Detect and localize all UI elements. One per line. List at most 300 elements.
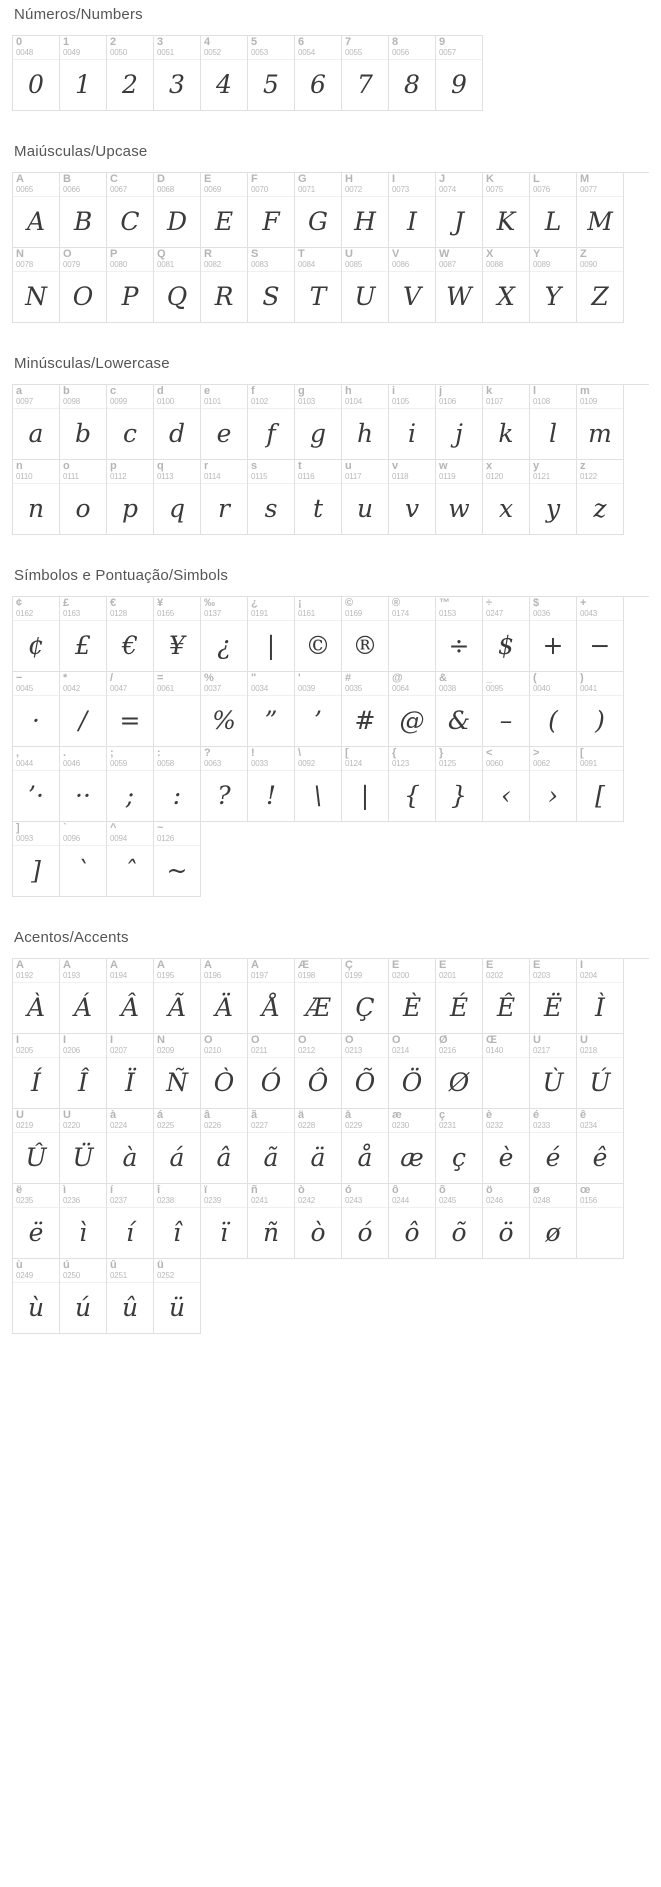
glyph-cell[interactable] — [107, 1109, 154, 1184]
glyph-character-label: € — [110, 598, 117, 609]
glyph-character-label: n — [16, 461, 23, 472]
glyph-character-label: ~ — [157, 823, 164, 834]
glyph-character-label: F — [251, 174, 258, 185]
glyph-cell[interactable] — [436, 1109, 483, 1184]
glyph-cell[interactable] — [107, 1184, 154, 1259]
glyph-preview: ö — [498, 1217, 514, 1247]
glyph-character-label: Ç — [345, 960, 353, 971]
glyph-cell[interactable] — [436, 173, 483, 248]
glyph-code-label: 0156 — [580, 1196, 597, 1205]
glyph-preview: N — [25, 281, 47, 311]
glyph-character-label: Ù — [533, 1035, 541, 1046]
glyph-cell[interactable] — [530, 173, 577, 248]
glyph-cell-header — [60, 1109, 106, 1133]
glyph-cell[interactable] — [577, 173, 624, 248]
glyph-cell[interactable] — [154, 36, 201, 111]
glyph-cell-header — [60, 822, 106, 846]
glyph-preview: q — [168, 493, 185, 523]
glyph-character-label: l — [533, 386, 537, 397]
glyph-preview: ’· — [28, 780, 44, 810]
glyph-cell-header — [107, 1034, 153, 1058]
glyph-cell-header — [436, 36, 482, 60]
glyph-cell[interactable] — [342, 959, 389, 1034]
glyph-code-label: 0122 — [580, 472, 597, 481]
glyph-code-label: 0090 — [580, 260, 597, 269]
glyph-cell[interactable] — [201, 959, 248, 1034]
glyph-cell-header — [154, 1109, 200, 1133]
glyph-code-label: 0072 — [345, 185, 362, 194]
glyph-cell-header — [201, 597, 247, 621]
glyph-cell-header — [436, 1034, 482, 1058]
glyph-cell-header — [389, 385, 435, 409]
glyph-cell[interactable] — [60, 747, 107, 822]
glyph-character-label: & — [439, 673, 447, 684]
glyph-preview: ú — [74, 1292, 92, 1322]
glyph-cell[interactable] — [483, 385, 530, 460]
glyph-preview: & — [447, 705, 471, 735]
glyph-cell[interactable] — [295, 747, 342, 822]
glyph-cell[interactable] — [154, 173, 201, 248]
glyph-cell[interactable] — [13, 248, 60, 323]
glyph-preview — [154, 696, 200, 746]
glyph-cell[interactable] — [201, 173, 248, 248]
glyph-cell[interactable] — [389, 597, 436, 672]
glyph-cell-header — [154, 385, 200, 409]
glyph-character-label: \ — [298, 748, 302, 759]
glyph-cell[interactable] — [60, 597, 107, 672]
glyph-code-label: 0099 — [110, 397, 127, 406]
glyph-cell[interactable] — [248, 1109, 295, 1184]
glyph-cell[interactable] — [436, 460, 483, 535]
glyph-cell[interactable] — [13, 597, 60, 672]
glyph-cell-header — [530, 597, 576, 621]
glyph-preview: Ï — [125, 1067, 135, 1097]
glyph-cell[interactable] — [295, 248, 342, 323]
glyph-cell[interactable] — [201, 1034, 248, 1109]
glyph-character-label: ¿ — [251, 598, 258, 609]
glyph-character-label: ï — [204, 1185, 208, 1196]
glyph-cell[interactable] — [295, 1109, 342, 1184]
glyph-cell-header — [248, 672, 294, 696]
glyph-cell-header — [295, 959, 341, 983]
glyph-cell-header — [483, 248, 529, 272]
glyph-cell[interactable] — [483, 1034, 530, 1109]
glyph-cell[interactable] — [107, 460, 154, 535]
glyph-character-label: A — [16, 174, 24, 185]
glyph-cell[interactable] — [389, 1034, 436, 1109]
glyph-cell[interactable] — [107, 822, 154, 897]
glyph-cell[interactable] — [248, 1184, 295, 1259]
glyph-code-label: 0108 — [533, 397, 550, 406]
glyph-cell-header — [13, 672, 59, 696]
glyph-character-label: + — [580, 598, 587, 609]
glyph-cell[interactable] — [577, 460, 624, 535]
glyph-cell[interactable] — [201, 1184, 248, 1259]
glyph-cell[interactable] — [342, 747, 389, 822]
glyph-cell[interactable] — [154, 597, 201, 672]
glyph-character-label: Â — [110, 960, 118, 971]
glyph-cell-header — [295, 747, 341, 771]
glyph-cell[interactable] — [389, 248, 436, 323]
glyph-cell[interactable] — [436, 1184, 483, 1259]
glyph-cell-header — [13, 36, 59, 60]
glyph-cell[interactable] — [107, 1034, 154, 1109]
glyph-cell[interactable] — [483, 597, 530, 672]
glyph-cell[interactable] — [154, 385, 201, 460]
glyph-character-label: a — [16, 386, 23, 397]
glyph-character-label: æ — [392, 1110, 402, 1121]
glyph-preview: – — [499, 705, 513, 735]
glyph-cell[interactable] — [530, 672, 577, 747]
glyph-cell[interactable] — [577, 1109, 624, 1184]
glyph-cell-header — [530, 460, 576, 484]
glyph-preview: î — [173, 1217, 181, 1247]
glyph-cell[interactable] — [201, 460, 248, 535]
glyph-preview: o — [75, 493, 91, 523]
glyph-cell-header — [295, 1109, 341, 1133]
glyph-cell-header — [342, 959, 388, 983]
glyph-cell[interactable] — [342, 460, 389, 535]
glyph-cell[interactable] — [154, 1109, 201, 1184]
glyph-cell[interactable] — [13, 1184, 60, 1259]
glyph-preview: + — [542, 630, 564, 660]
glyph-cell[interactable] — [342, 1034, 389, 1109]
glyph-cell[interactable] — [201, 672, 248, 747]
glyph-cell[interactable] — [107, 248, 154, 323]
glyph-preview: [ — [595, 780, 605, 810]
glyph-preview: ˋ — [76, 855, 90, 885]
glyph-preview: C — [120, 206, 140, 236]
glyph-character-label: Û — [16, 1110, 24, 1121]
glyph-cell[interactable] — [577, 1034, 624, 1109]
glyph-character-label: Ë — [533, 960, 541, 971]
glyph-cell[interactable] — [295, 1034, 342, 1109]
glyph-cell[interactable] — [577, 1184, 624, 1259]
glyph-cell-header — [60, 1259, 106, 1283]
glyph-cell-header — [107, 747, 153, 771]
glyph-cell[interactable] — [342, 173, 389, 248]
glyph-cell[interactable] — [295, 460, 342, 535]
glyph-cell[interactable] — [389, 959, 436, 1034]
glyph-character-label: W — [439, 249, 450, 260]
glyph-cell[interactable] — [154, 1259, 201, 1334]
glyph-preview: ; — [125, 780, 135, 810]
section-title: Símbolos e Pontuação/Simbols — [14, 567, 229, 584]
glyph-cell[interactable] — [248, 1034, 295, 1109]
glyph-code-label: 0199 — [345, 971, 362, 980]
glyph-character-label: V — [392, 249, 400, 260]
glyph-cell[interactable] — [107, 747, 154, 822]
glyph-preview — [577, 1208, 623, 1258]
glyph-cell[interactable] — [60, 1259, 107, 1334]
glyph-cell[interactable] — [13, 747, 60, 822]
glyph-section — [12, 137, 649, 323]
glyph-cell[interactable] — [248, 672, 295, 747]
glyph-cell[interactable] — [483, 747, 530, 822]
glyph-cell[interactable] — [60, 460, 107, 535]
glyph-cell[interactable] — [60, 385, 107, 460]
glyph-cell[interactable] — [577, 385, 624, 460]
glyph-cell[interactable] — [248, 385, 295, 460]
glyph-preview: ç — [451, 1142, 466, 1172]
glyph-character-label: T — [298, 249, 305, 260]
glyph-cell[interactable] — [530, 747, 577, 822]
glyph-character-label: % — [204, 673, 214, 684]
glyph-character-label: û — [110, 1260, 117, 1271]
glyph-preview — [389, 621, 435, 671]
glyph-cell[interactable] — [389, 385, 436, 460]
glyph-cell[interactable] — [530, 1184, 577, 1259]
glyph-character-label: I — [392, 174, 396, 185]
glyph-cell[interactable] — [248, 460, 295, 535]
glyph-cell[interactable] — [107, 1259, 154, 1334]
glyph-cell[interactable] — [13, 672, 60, 747]
glyph-character-label: È — [392, 960, 400, 971]
glyph-preview: g — [309, 418, 326, 448]
glyph-code-label: 0225 — [157, 1121, 174, 1130]
glyph-cell[interactable] — [248, 36, 295, 111]
glyph-cell-header — [201, 385, 247, 409]
glyph-cell[interactable] — [60, 36, 107, 111]
glyph-section — [12, 349, 649, 535]
glyph-preview: c — [122, 418, 137, 448]
glyph-character-label: Y — [533, 249, 541, 260]
glyph-cell[interactable] — [107, 36, 154, 111]
glyph-cell-header — [577, 1034, 623, 1058]
glyph-preview: − — [589, 630, 611, 660]
glyph-cell[interactable] — [342, 248, 389, 323]
glyph-preview: 8 — [404, 69, 420, 99]
glyph-cell[interactable] — [342, 1109, 389, 1184]
glyph-cell[interactable] — [154, 1034, 201, 1109]
glyph-character-label: D — [157, 174, 165, 185]
glyph-character-label: " — [251, 673, 257, 684]
glyph-cell[interactable] — [530, 959, 577, 1034]
glyph-cell[interactable] — [13, 1034, 60, 1109]
glyph-cell[interactable] — [13, 822, 60, 897]
glyph-cell[interactable] — [577, 597, 624, 672]
glyph-code-label: 0163 — [63, 609, 80, 618]
glyph-cell[interactable] — [107, 959, 154, 1034]
glyph-preview: R — [214, 281, 234, 311]
glyph-cell[interactable] — [13, 36, 60, 111]
glyph-cell[interactable] — [60, 822, 107, 897]
glyph-cell[interactable] — [483, 959, 530, 1034]
section-title: Números/Numbers — [14, 6, 143, 23]
glyph-cell[interactable] — [201, 36, 248, 111]
glyph-code-label: 0174 — [392, 609, 409, 618]
glyph-cell[interactable] — [389, 460, 436, 535]
glyph-cell[interactable] — [436, 1034, 483, 1109]
glyph-code-label: 0220 — [63, 1121, 80, 1130]
glyph-cell[interactable] — [154, 672, 201, 747]
glyph-cell-header — [154, 248, 200, 272]
glyph-cell[interactable] — [154, 460, 201, 535]
glyph-cell[interactable] — [60, 248, 107, 323]
glyph-cell[interactable] — [342, 597, 389, 672]
glyph-cell[interactable] — [342, 385, 389, 460]
glyph-cell[interactable] — [530, 1034, 577, 1109]
glyph-code-label: 0204 — [580, 971, 597, 980]
glyph-cell[interactable] — [107, 173, 154, 248]
glyph-cell[interactable] — [13, 460, 60, 535]
glyph-character-label: < — [486, 748, 493, 759]
glyph-cell[interactable] — [389, 173, 436, 248]
glyph-cell[interactable] — [436, 36, 483, 111]
glyph-character-label: Î — [63, 1035, 67, 1046]
glyph-character-label: 8 — [392, 37, 399, 48]
glyph-cell-header — [154, 597, 200, 621]
glyph-cell[interactable] — [154, 959, 201, 1034]
glyph-preview: 3 — [169, 69, 185, 99]
glyph-cell[interactable] — [60, 173, 107, 248]
glyph-cell[interactable] — [389, 1109, 436, 1184]
glyph-code-label: 0239 — [204, 1196, 221, 1205]
glyph-cell[interactable] — [13, 173, 60, 248]
glyph-cell[interactable] — [342, 1184, 389, 1259]
glyph-cell-header — [13, 822, 59, 846]
glyph-character-label: C — [110, 174, 118, 185]
glyph-preview: u — [356, 493, 374, 523]
glyph-cell[interactable] — [342, 672, 389, 747]
glyph-code-label: 0234 — [580, 1121, 597, 1130]
glyph-cell-header — [13, 460, 59, 484]
glyph-cell[interactable] — [154, 1184, 201, 1259]
glyph-cell[interactable] — [483, 1184, 530, 1259]
glyph-cell[interactable] — [295, 173, 342, 248]
glyph-character-label: 3 — [157, 37, 164, 48]
glyph-cell[interactable] — [389, 747, 436, 822]
glyph-character-label: K — [486, 174, 494, 185]
glyph-character-label: ^ — [110, 823, 117, 834]
glyph-cell[interactable] — [436, 597, 483, 672]
glyph-cell[interactable] — [530, 597, 577, 672]
glyph-code-label: 0092 — [298, 759, 315, 768]
glyph-cell[interactable] — [577, 672, 624, 747]
glyph-preview: E — [214, 206, 234, 236]
glyph-cell[interactable] — [60, 1034, 107, 1109]
glyph-cell-header — [577, 747, 623, 771]
glyph-cell[interactable] — [201, 747, 248, 822]
glyph-cell[interactable] — [483, 1109, 530, 1184]
glyph-code-label: 0232 — [486, 1121, 503, 1130]
glyph-cell[interactable] — [60, 1184, 107, 1259]
glyph-cell[interactable] — [577, 248, 624, 323]
glyph-cell[interactable] — [295, 959, 342, 1034]
glyph-cell-header — [201, 248, 247, 272]
glyph-cell[interactable] — [154, 747, 201, 822]
glyph-character-label: r — [204, 461, 209, 472]
glyph-cell[interactable] — [295, 385, 342, 460]
glyph-cell[interactable] — [60, 1109, 107, 1184]
glyph-character-label: L — [533, 174, 540, 185]
glyph-cell[interactable] — [248, 747, 295, 822]
glyph-character-label: M — [580, 174, 590, 185]
glyph-cell[interactable] — [342, 36, 389, 111]
glyph-preview: á — [169, 1142, 185, 1172]
glyph-character-label: H — [345, 174, 353, 185]
glyph-cell[interactable] — [436, 672, 483, 747]
glyph-character-label: f — [251, 386, 255, 397]
glyph-code-label: 0244 — [392, 1196, 409, 1205]
glyph-cell[interactable] — [530, 1109, 577, 1184]
glyph-cell[interactable] — [577, 747, 624, 822]
glyph-cell[interactable] — [60, 672, 107, 747]
glyph-preview: ì — [79, 1217, 87, 1247]
glyph-cell[interactable] — [13, 1259, 60, 1334]
glyph-cell[interactable] — [201, 597, 248, 672]
glyph-cell-header — [342, 597, 388, 621]
glyph-cell[interactable] — [483, 672, 530, 747]
glyph-cell[interactable] — [295, 36, 342, 111]
glyph-cell[interactable] — [295, 672, 342, 747]
glyph-character-label: q — [157, 461, 164, 472]
glyph-cell[interactable] — [483, 248, 530, 323]
glyph-cell[interactable] — [248, 597, 295, 672]
glyph-code-label: 0121 — [533, 472, 550, 481]
glyph-code-label: 0115 — [251, 472, 268, 481]
glyph-cell[interactable] — [201, 1109, 248, 1184]
glyph-cell[interactable] — [60, 959, 107, 1034]
glyph-section — [12, 923, 649, 1334]
glyph-cell-header — [436, 747, 482, 771]
glyph-cell-header — [389, 597, 435, 621]
glyph-cell-header — [154, 36, 200, 60]
glyph-code-label: 0192 — [16, 971, 33, 980]
glyph-character-label: œ — [580, 1185, 591, 1196]
glyph-cell[interactable] — [295, 597, 342, 672]
glyph-cell-header — [13, 597, 59, 621]
glyph-cell[interactable] — [107, 597, 154, 672]
glyph-cell[interactable] — [13, 1109, 60, 1184]
glyph-code-label: 0205 — [16, 1046, 33, 1055]
glyph-cell[interactable] — [154, 248, 201, 323]
glyph-cell[interactable] — [13, 385, 60, 460]
glyph-cell[interactable] — [248, 959, 295, 1034]
glyph-cell[interactable] — [436, 248, 483, 323]
glyph-cell[interactable] — [107, 672, 154, 747]
glyph-cell[interactable] — [389, 672, 436, 747]
glyph-cell[interactable] — [436, 959, 483, 1034]
section-title: Maiúsculas/Upcase — [14, 143, 148, 160]
glyph-cell[interactable] — [530, 385, 577, 460]
glyph-cell[interactable] — [201, 248, 248, 323]
glyph-preview: j — [455, 418, 463, 448]
glyph-cell[interactable] — [577, 959, 624, 1034]
glyph-cell[interactable] — [389, 36, 436, 111]
glyph-cell[interactable] — [389, 1184, 436, 1259]
glyph-cell-header — [483, 959, 529, 983]
glyph-cell[interactable] — [530, 460, 577, 535]
glyph-code-label: 0162 — [16, 609, 33, 618]
glyph-cell[interactable] — [436, 747, 483, 822]
glyph-cell[interactable] — [436, 385, 483, 460]
glyph-cell[interactable] — [201, 385, 248, 460]
glyph-preview: Â — [120, 992, 140, 1022]
glyph-cell[interactable] — [483, 173, 530, 248]
glyph-cell[interactable] — [154, 822, 201, 897]
glyph-cell[interactable] — [248, 173, 295, 248]
glyph-cell[interactable] — [248, 248, 295, 323]
glyph-cell[interactable] — [107, 385, 154, 460]
glyph-cell-header — [436, 248, 482, 272]
glyph-cell[interactable] — [295, 1184, 342, 1259]
glyph-cell[interactable] — [483, 460, 530, 535]
glyph-cell[interactable] — [13, 959, 60, 1034]
glyph-character-label: w — [439, 461, 448, 472]
glyph-preview: i — [408, 418, 416, 448]
glyph-cell[interactable] — [530, 248, 577, 323]
